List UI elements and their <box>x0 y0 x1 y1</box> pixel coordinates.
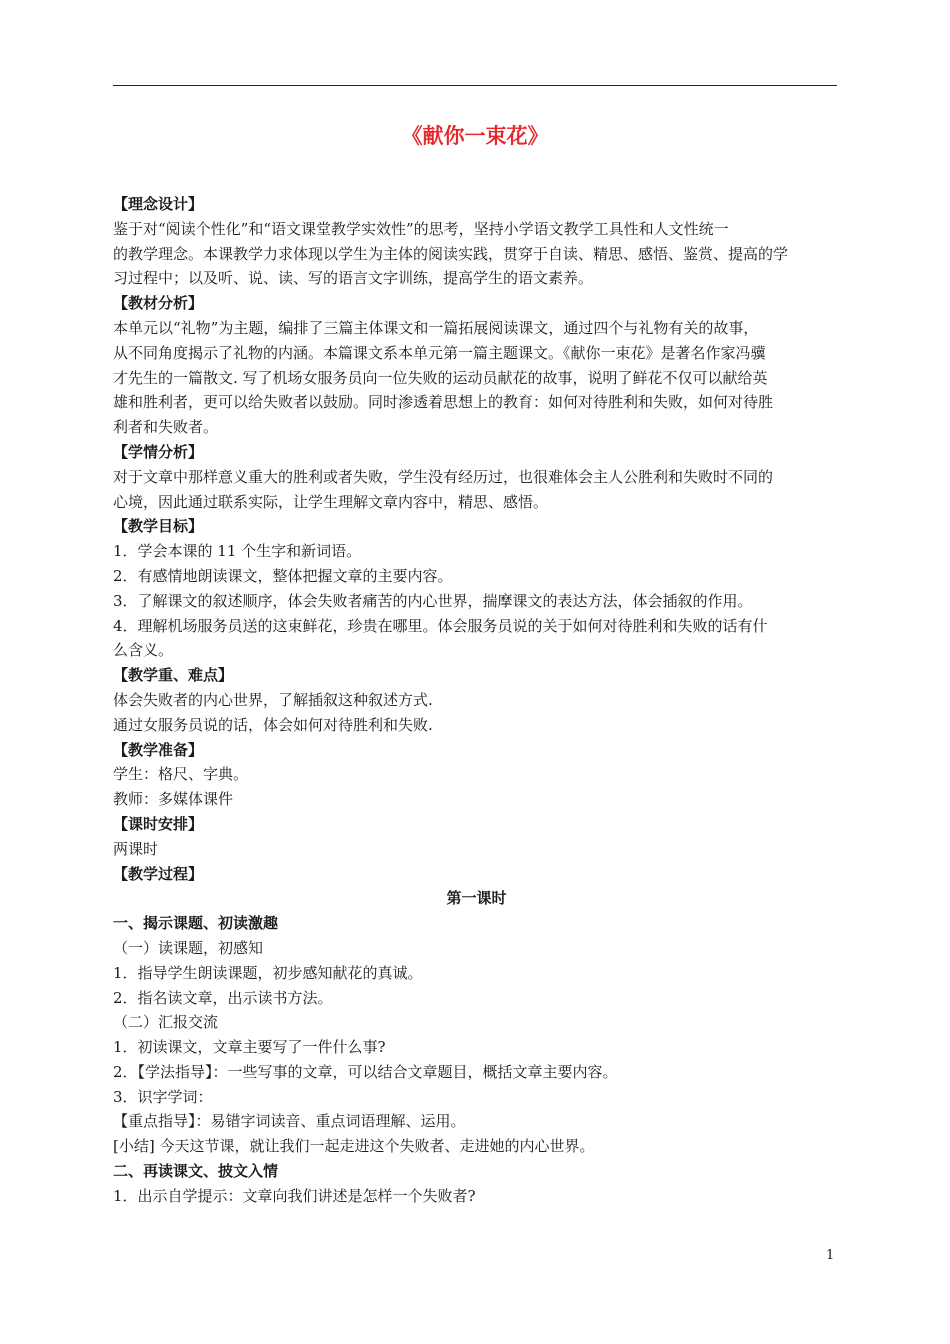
page-number: 1 <box>826 1248 835 1263</box>
body-line: 【重点指导】：易错字词读音、重点词语理解、运用。 <box>113 1112 466 1131</box>
body-line: 心境，因此通过联系实际，让学生理解文章内容中，精思、感悟。 <box>113 492 549 511</box>
body-line: 鉴于对“阅读个性化”和“语文课堂教学实效性”的思考，坚持小学语文教学工具性和人文性统一 <box>113 219 729 238</box>
body-line: 1．指导学生朗读课题，初步感知献花的真诚。 <box>113 963 423 982</box>
body-line: 教师：多媒体课件 <box>113 790 234 809</box>
body-line: 2．指名读文章，出示读书方法。 <box>113 988 333 1007</box>
body-line: 3．了解课文的叙述顺序，体会失败者痛苦的内心世界，揣摩课文的表达方法，体会插叙的作用。 <box>113 591 753 610</box>
section-heading: 【学情分析】 <box>113 442 204 461</box>
section-heading: 【教学准备】 <box>113 740 204 759</box>
body-line: 4．理解机场服务员送的这束鲜花，珍贵在哪里。体会服务员说的关于如何对待胜利和失败的话有什 <box>113 616 768 635</box>
body-line: （二）汇报交流 <box>113 1013 219 1032</box>
body-line: [小结] 今天这节课，就让我们一起走进这个失败者、走进她的内心世界。 <box>113 1137 595 1156</box>
body-line: 1．出示自学提示：文章向我们讲述是怎样一个失败者? <box>113 1186 476 1205</box>
section-heading: 一、揭示课题、初读激趣 <box>113 914 279 933</box>
body-line: 么含义。 <box>113 641 174 660</box>
body-line: 利者和失败者。 <box>113 418 219 437</box>
body-line: 从不同角度揭示了礼物的内涵。本篇课文系本单元第一篇主题课文。《献你一束花》是著名作家冯骥 <box>113 343 766 362</box>
section-heading: 二、再读课文、披文入情 <box>113 1162 279 1181</box>
body-line: 习过程中；以及听、说、读、写的语言文字训练，提高学生的语文素养。 <box>113 269 594 288</box>
body-line: 两课时 <box>113 839 159 858</box>
body-line: 2．【学法指导】：一些写事的文章，可以结合文章题目，概括文章主要内容。 <box>113 1062 618 1081</box>
body-line: 通过女服务员说的话，体会如何对待胜利和失败. <box>113 715 433 734</box>
body-line: 1．学会本课的 11 个生字和新词语。 <box>113 542 362 561</box>
body-line: 才先生的一篇散文. 写了机场女服务员向一位失败的运动员献花的故事，说明了鲜花不仅可以献给英 <box>113 368 768 387</box>
body-line: 体会失败者的内心世界，了解插叙这种叙述方式. <box>113 690 433 709</box>
section-heading: 【教学目标】 <box>113 517 204 536</box>
section-heading: 【课时安排】 <box>113 814 204 833</box>
body-line: （一）读课题，初感知 <box>113 938 264 957</box>
body-line: 1．初读课文，文章主要写了一件什么事? <box>113 1038 386 1057</box>
document-body <box>113 192 840 1209</box>
body-line: 学生：格尺、字典。 <box>113 765 249 784</box>
body-line: 本单元以“礼物”为主题，编排了三篇主体课文和一篇拓展阅读课文，通过四个与礼物有关的故事， <box>113 318 759 337</box>
section-heading: 【理念设计】 <box>113 195 204 213</box>
header-rule <box>113 85 837 86</box>
section-heading: 【教材分析】 <box>113 294 204 313</box>
body-line: 对于文章中那样意义重大的胜利或者失败，学生没有经历过，也很难体会主人公胜利和失败时不同的 <box>113 467 774 486</box>
body-line: 的教学理念。本课教学力求体现以学生为主体的阅读实践，贯穿于自读、精思、感悟、鉴赏、提高的学 <box>113 244 789 263</box>
body-line: 3．识字学词： <box>113 1087 213 1106</box>
section-heading: 第一课时 <box>446 889 507 908</box>
section-heading: 【教学重、难点】 <box>113 666 234 685</box>
body-line: 雄和胜利者，更可以给失败者以鼓励。同时渗透着思想上的教育：如何对待胜利和失败，如何对待胜 <box>113 393 774 412</box>
section-heading: 【教学过程】 <box>113 864 204 883</box>
document-title: 《献你一束花》 <box>401 124 549 148</box>
body-line: 2．有感情地朗读课文，整体把握文章的主要内容。 <box>113 566 453 585</box>
